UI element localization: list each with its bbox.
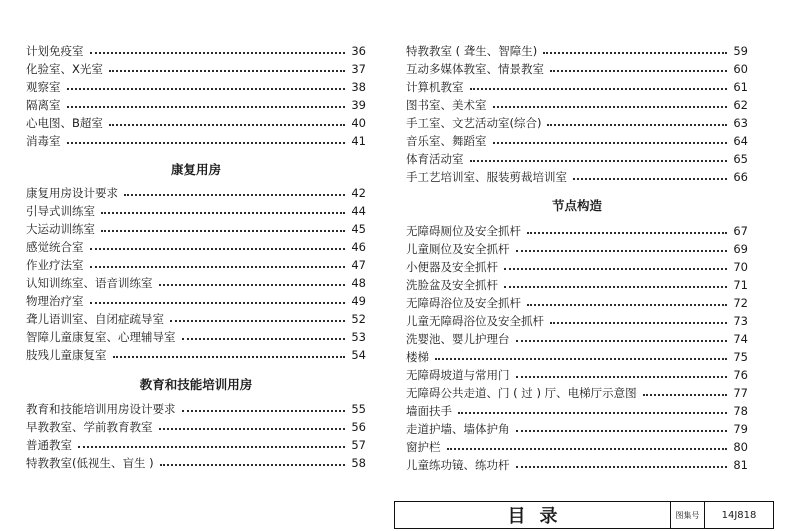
toc-entry-page: 65 — [733, 152, 748, 166]
toc-entry-title: 洗婴池、婴儿护理台 — [406, 332, 510, 346]
dot-leader — [643, 393, 728, 396]
toc-entry-title: 儿童练功镜、练功杆 — [406, 458, 510, 472]
toc-entry[interactable] — [26, 200, 366, 218]
toc-entry-page: 56 — [351, 420, 366, 434]
toc-entry-page: 55 — [351, 402, 366, 416]
toc-entry-title: 手工室、文艺活动室(综合) — [406, 116, 542, 130]
toc-entry-title: 早教教室、学前教育教室 — [26, 420, 153, 434]
toc-entry-title: 儿童无障碍浴位及安全抓杆 — [406, 314, 544, 328]
toc-entry-page: 78 — [733, 404, 748, 418]
toc-entry-page: 52 — [351, 312, 366, 326]
toc-entry-page: 41 — [351, 134, 366, 148]
dot-leader — [90, 247, 346, 250]
dot-leader — [550, 69, 727, 72]
toc-entry-page: 58 — [351, 456, 366, 470]
dot-leader — [516, 465, 728, 468]
toc-entry-page: 72 — [733, 296, 748, 310]
toc-entry[interactable] — [26, 94, 366, 112]
toc-entry-page: 66 — [733, 170, 748, 184]
toc-entry-page: 42 — [351, 186, 366, 200]
toc-entry-page: 69 — [733, 242, 748, 256]
toc-entry-title: 互动多媒体教室、情景教室 — [406, 62, 544, 76]
toc-entry-title: 感觉统合室 — [26, 240, 84, 254]
toc-entry[interactable] — [406, 364, 748, 382]
toc-entry[interactable] — [406, 436, 748, 454]
toc-entry[interactable] — [26, 112, 366, 130]
toc-entry-title: 小便器及安全抓杆 — [406, 260, 498, 274]
dot-leader — [516, 375, 728, 378]
toc-entry[interactable] — [26, 344, 366, 362]
toc-entry[interactable] — [26, 326, 366, 344]
toc-entry-page: 40 — [351, 116, 366, 130]
toc-entry-title: 无障碍坡道与常用门 — [406, 368, 510, 382]
dot-leader — [159, 283, 346, 286]
toc-entry-title: 特教教室(低视生、盲生 ) — [26, 456, 154, 470]
dot-leader — [109, 69, 345, 72]
toc-entry-title: 音乐室、舞蹈室 — [406, 134, 487, 148]
dot-leader — [493, 141, 728, 144]
toc-entry-title: 计划免疫室 — [26, 44, 84, 58]
toc-entry[interactable] — [26, 182, 366, 200]
toc-entry[interactable] — [406, 328, 748, 346]
toc-entry[interactable] — [406, 274, 748, 292]
toc-entry-title: 心电图、B超室 — [26, 116, 103, 130]
toc-entry-page: 39 — [351, 98, 366, 112]
toc-entry-page: 61 — [733, 80, 748, 94]
toc-entry-title: 智障儿童康复室、心理辅导室 — [26, 330, 176, 344]
dot-leader — [182, 337, 346, 340]
toc-entry-page: 44 — [351, 204, 366, 218]
dot-leader — [67, 105, 346, 108]
toc-entry-page: 57 — [351, 438, 366, 452]
toc-entry[interactable] — [26, 218, 366, 236]
toc-entry-page: 67 — [733, 224, 748, 238]
toc-entry-title: 聋儿语训室、自闭症疏导室 — [26, 312, 164, 326]
toc-entry[interactable] — [26, 236, 366, 254]
toc-entry[interactable] — [406, 400, 748, 418]
dot-leader — [101, 229, 345, 232]
toc-entry-page: 45 — [351, 222, 366, 236]
toc-entry-title: 认知训练室、语音训练室 — [26, 276, 153, 290]
toc-entry[interactable] — [406, 310, 748, 328]
toc-entry[interactable] — [26, 76, 366, 94]
dot-leader — [516, 339, 728, 342]
toc-entry-page: 46 — [351, 240, 366, 254]
dot-leader — [109, 123, 345, 126]
toc-entry-page: 70 — [733, 260, 748, 274]
toc-entry-title: 教育和技能培训用房设计要求 — [26, 402, 176, 416]
toc-entry-page: 80 — [733, 440, 748, 454]
toc-entry-page: 77 — [733, 386, 748, 400]
toc-entry[interactable] — [26, 416, 366, 434]
toc-entry-title: 墙面扶手 — [406, 404, 452, 418]
dot-leader — [435, 357, 727, 360]
toc-entry-page: 76 — [733, 368, 748, 382]
dot-leader — [182, 409, 346, 412]
dot-leader — [516, 249, 728, 252]
toc-entry[interactable] — [26, 290, 366, 308]
toc-entry-title: 无障碍浴位及安全抓杆 — [406, 296, 521, 310]
dot-leader — [170, 319, 345, 322]
dot-leader — [78, 445, 345, 448]
toc-entry-title: 普通教室 — [26, 438, 72, 452]
toc-entry-title: 特教教室 ( 聋生、智障生) — [406, 44, 538, 58]
toc-entry[interactable] — [406, 220, 748, 238]
toc-entry[interactable] — [406, 292, 748, 310]
dot-leader — [113, 355, 346, 358]
toc-entry-title: 康复用房设计要求 — [26, 186, 118, 200]
dot-leader — [67, 87, 346, 90]
toc-entry-page: 60 — [733, 62, 748, 76]
dot-leader — [447, 447, 728, 450]
toc-entry-page: 49 — [351, 294, 366, 308]
toc-entry-page: 59 — [733, 44, 748, 58]
section-heading: 节点构造 — [551, 198, 602, 213]
toc-entry[interactable] — [406, 166, 748, 184]
toc-entry[interactable] — [406, 40, 748, 58]
toc-entry-title: 化验室、X光室 — [26, 62, 103, 76]
toc-entry-title: 无障碍公共走道、门 ( 过 ) 厅、电梯厅示意图 — [406, 386, 637, 400]
dot-leader — [67, 141, 346, 144]
toc-entry-page: 81 — [733, 458, 748, 472]
dot-leader — [90, 51, 346, 54]
toc-entry-title: 楼梯 — [406, 350, 429, 364]
title-block — [394, 501, 774, 529]
toc-entry-page: 62 — [733, 98, 748, 112]
section-heading: 教育和技能培训用房 — [139, 377, 253, 392]
toc-entry[interactable] — [406, 130, 748, 148]
toc-entry[interactable] — [406, 76, 748, 94]
toc-entry-title: 儿童厕位及安全抓杆 — [406, 242, 510, 256]
toc-entry[interactable] — [406, 112, 748, 130]
toc-entry-title: 体育活动室 — [406, 152, 464, 166]
toc-entry[interactable] — [406, 148, 748, 166]
toc-entry-page: 73 — [733, 314, 748, 328]
toc-entry[interactable] — [406, 346, 748, 364]
dot-leader — [90, 301, 346, 304]
dot-leader — [160, 463, 346, 466]
toc-entry[interactable] — [406, 454, 748, 472]
toc-entry-page: 75 — [733, 350, 748, 364]
toc-entry-title: 大运动训练室 — [26, 222, 95, 236]
toc-entry-page: 63 — [733, 116, 748, 130]
toc-entry-page: 48 — [351, 276, 366, 290]
toc-entry[interactable] — [406, 238, 748, 256]
dot-leader — [527, 231, 727, 234]
toc-entry-title: 肢残儿童康复室 — [26, 348, 107, 362]
toc-entry-title: 观察室 — [26, 80, 61, 94]
dot-leader — [516, 429, 728, 432]
toc-entry[interactable] — [26, 308, 366, 326]
dot-leader — [504, 285, 727, 288]
dot-leader — [458, 411, 727, 414]
toc-entry[interactable] — [26, 272, 366, 290]
toc-entry-title: 引导式训练室 — [26, 204, 95, 218]
toc-entry-title: 物理治疗室 — [26, 294, 84, 308]
toc-entry-title: 无障碍厕位及安全抓杆 — [406, 224, 521, 238]
dot-leader — [527, 303, 727, 306]
toc-entry[interactable] — [26, 58, 366, 76]
toc-entry-page: 79 — [733, 422, 748, 436]
toc-entry-page: 53 — [351, 330, 366, 344]
toc-entry-title: 图书室、美术室 — [406, 98, 487, 112]
toc-entry-page: 71 — [733, 278, 748, 292]
toc-entry[interactable] — [26, 398, 366, 416]
toc-entry-page: 47 — [351, 258, 366, 272]
dot-leader — [550, 321, 727, 324]
toc-entry-title: 计算机教室 — [406, 80, 464, 94]
section-heading: 康复用房 — [170, 162, 221, 177]
toc-entry-page: 38 — [351, 80, 366, 94]
toc-entry-page: 37 — [351, 62, 366, 76]
dot-leader — [90, 265, 346, 268]
toc-entry[interactable] — [406, 382, 748, 400]
toc-entry-title: 窗护栏 — [406, 440, 441, 454]
toc-entry-title: 隔离室 — [26, 98, 61, 112]
dot-leader — [101, 211, 345, 214]
page-title: 目录 — [395, 502, 671, 528]
toc-entry-page: 36 — [351, 44, 366, 58]
atlas-number: 14J818 — [721, 509, 757, 521]
toc-entry[interactable] — [26, 130, 366, 148]
toc-entry[interactable] — [406, 94, 748, 112]
dot-leader — [547, 123, 727, 126]
toc-entry[interactable] — [406, 58, 748, 76]
toc-entry[interactable] — [406, 418, 748, 436]
toc-entry-title: 走道护墙、墙体护角 — [406, 422, 510, 436]
toc-entry[interactable] — [26, 254, 366, 272]
dot-leader — [159, 427, 346, 430]
dot-leader — [470, 87, 728, 90]
toc-entry[interactable] — [26, 452, 366, 470]
toc-entry-page: 54 — [351, 348, 366, 362]
dot-leader — [470, 159, 728, 162]
dot-leader — [124, 193, 345, 196]
dot-leader — [493, 105, 728, 108]
dot-leader — [543, 51, 727, 54]
toc-entry-title: 手工艺培训室、服装剪裁培训室 — [406, 170, 567, 184]
toc-entry-title: 消毒室 — [26, 134, 61, 148]
dot-leader — [504, 267, 727, 270]
dot-leader — [573, 177, 727, 180]
toc-entry[interactable] — [26, 40, 366, 58]
toc-entry[interactable] — [26, 434, 366, 452]
toc-entry-title: 洗脸盆及安全抓杆 — [406, 278, 498, 292]
toc-entry-title: 作业疗法室 — [26, 258, 84, 272]
toc-entry[interactable] — [406, 256, 748, 274]
toc-entry-page: 74 — [733, 332, 748, 346]
toc-entry-page: 64 — [733, 134, 748, 148]
atlas-number-label: 图集号 — [671, 502, 705, 528]
